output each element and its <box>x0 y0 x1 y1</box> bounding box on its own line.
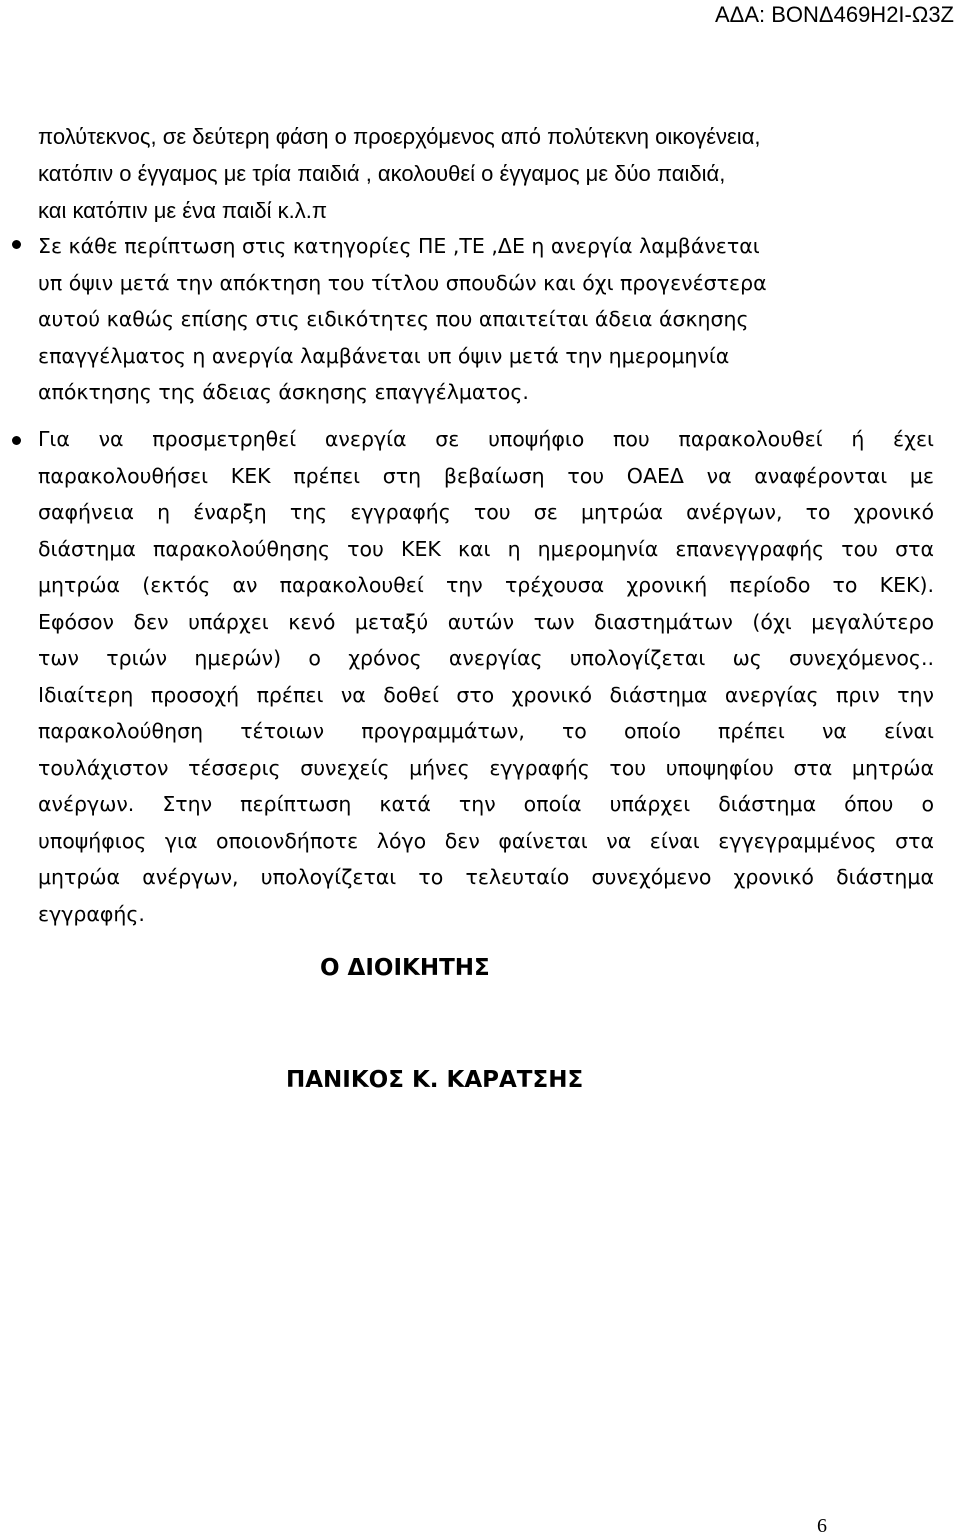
bullet-1-line: απόκτησης της άδειας άσκησης επαγγέλματος. <box>38 380 529 404</box>
bullet-1-line: επαγγέλματος η ανεργία λαμβάνεται υπ όψιν μετά την ημερομηνία <box>38 343 730 368</box>
signature-title: Ο ΔΙΟΙΚΗΤΗΣ <box>320 955 490 981</box>
intro-line-2: κατόπιν ο έγγαμος με τρία παιδιά , ακολουθεί ο έγγαμος με δύο παιδιά, <box>38 161 726 186</box>
bullet-2-line: Εφόσον δεν υπάρχει κενό μεταξύ αυτών των διαστημάτων (όχι μεγαλύτερο <box>38 609 934 634</box>
intro-line-1: πολύτεκνος, σε δεύτερη φάση ο προερχόμενος από πολύτεκνη οικογένεια, <box>38 124 761 149</box>
page-number: 6 <box>817 1515 827 1537</box>
bullet-2-line: παρακολούθηση τέτοιων προγραμμάτων, το οποίο πρέπει να είναι <box>38 719 934 743</box>
intro-line-3: και κατόπιν με ένα παιδί κ.λ.π <box>38 198 328 223</box>
bullet-marker <box>12 436 21 445</box>
bullet-2-paragraph <box>38 421 934 932</box>
bullet-2-line: μητρώα ανέργων, υπολογίζεται το τελευταίο συνεχόμενο χρονικό διάστημα <box>38 865 934 889</box>
bullet-2-line: σαφήνεια η έναρξη της εγγραφής του σε μητρώα ανέργων, το χρονικό <box>38 500 934 524</box>
bullet-2-line: τουλάχιστον τέσσερις συνεχείς μήνες εγγραφής του υποψηφίου στα μητρώα <box>38 755 934 780</box>
bullet-2-line: μητρώα (εκτός αν παρακολουθεί την τρέχουσα χρονική περίοδο το ΚΕΚ). <box>38 573 934 597</box>
bullet-1-line: αυτού καθώς επίσης στις ειδικότητες που απαιτείται άδεια άσκησης <box>38 307 749 331</box>
bullet-2-line: Για να προσμετρηθεί ανεργία σε υποψήφιο που παρακολουθεί ή έχει <box>38 427 934 451</box>
ada-code: ΑΔΑ: ΒΟΝΔ469Η2Ι-Ω3Ζ <box>714 2 954 27</box>
bullet-2-line: ανέργων. Στην περίπτωση κατά την οποία υπάρχει διάστημα όπου ο <box>38 792 934 816</box>
bullet-1-line: υπ όψιν μετά την απόκτηση του τίτλου σπουδών και όχι προγενέστερα <box>38 270 767 295</box>
bullet-marker <box>12 240 21 249</box>
bullet-2-line: διάστημα παρακολούθησης του ΚΕΚ και η ημερομηνία επανεγγραφής του στα <box>38 536 934 561</box>
bullet-2-line: παρακολουθήσει ΚΕΚ πρέπει στη βεβαίωση του ΟΑΕΔ να αναφέρονται με <box>38 463 934 488</box>
bullet-2-line: υποψήφιος για οποιονδήποτε λόγο δεν φαίνεται να είναι εγγεγραμμένος στα <box>38 828 934 853</box>
bullet-2-line: Ιδιαίτερη προσοχή πρέπει να δοθεί στο χρονικό διάστημα ανεργίας πριν την <box>38 682 934 707</box>
bullet-2-line: εγγραφής. <box>38 901 145 926</box>
signature-name: ΠΑΝΙΚΟΣ Κ. ΚΑΡΑΤΣΗΣ <box>286 1067 584 1093</box>
bullet-1-paragraph <box>38 228 934 411</box>
bullet-1-line: Σε κάθε περίπτωση στις κατηγορίες ΠΕ ,ΤΕ ,ΔΕ η ανεργία λαμβάνεται <box>38 234 760 258</box>
bullet-2-line: των τριών ημερών) ο χρόνος ανεργίας υπολογίζεται ως συνεχόμενος.. <box>38 646 934 670</box>
